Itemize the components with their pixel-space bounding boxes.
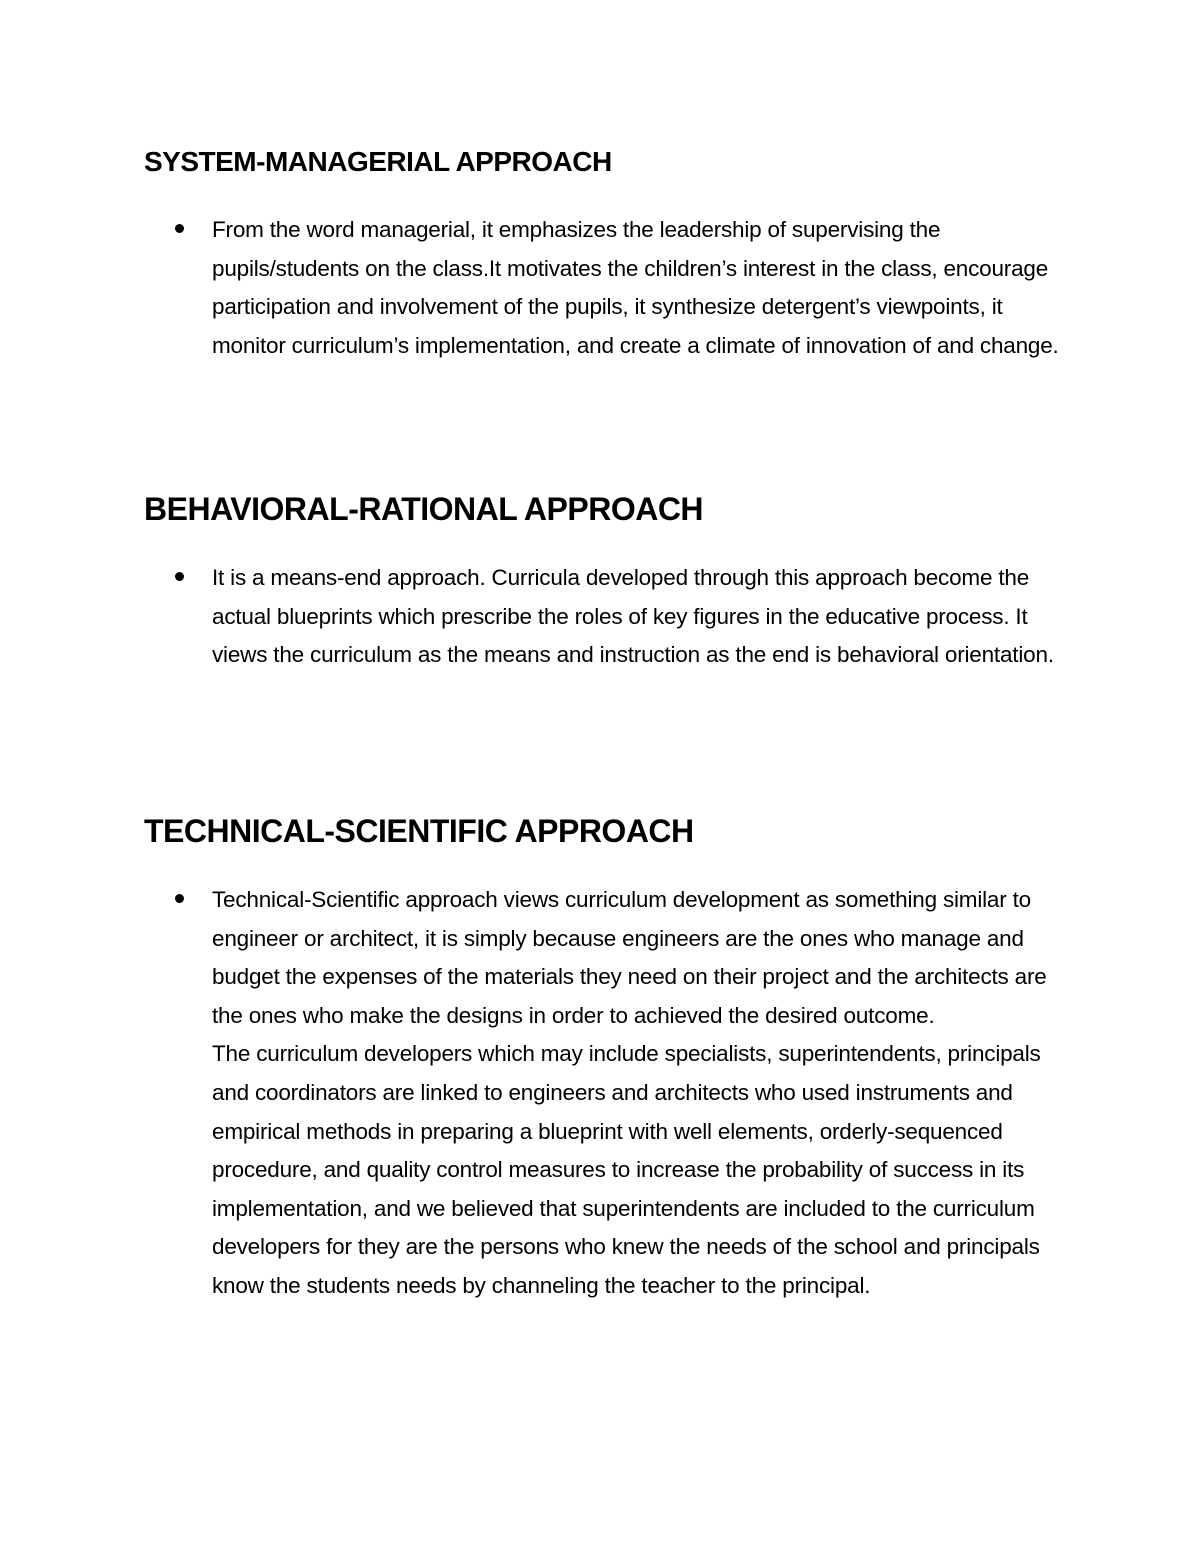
bullet-item [144, 211, 1074, 365]
bullet-text-continued: The curriculum developers which may include specialists, superintendents, principals and coordinators are linked to engineers and architects who used instruments and empirical methods in preparing a blueprint with well elements, orderly-sequenced procedure, and quality control measures to increase the probability of success in its implementation, and we believed that superintendents are included to the curriculum developers for they are the persons who knew the needs of the school and principals know the students needs by channeling the teacher to the principal. [212, 1041, 1041, 1298]
bullet-icon [175, 894, 184, 903]
section-system-managerial [144, 145, 1074, 365]
bullet-text: Technical-Scientific approach views curriculum development as something similar to engineer or architect, it is simply because engineers are the ones who manage and budget the expenses of the materials they need on their project and the architects are the ones who make the designs in order to achieved the desired outcome. [212, 887, 1047, 1028]
section-heading: TECHNICAL-SCIENTIFIC APPROACH [144, 813, 694, 849]
section-behavioral-rational [144, 490, 1074, 675]
bullet-text: From the word managerial, it emphasizes the leadership of supervising the pupils/students on the class.It motivates the children’s interest in the class, encourage participation and involvement of the pupils, it synthesize detergent’s viewpoints, it monitor curriculum’s implementation, and create a climate of innovation of and change. [212, 217, 1059, 358]
bullet-item [144, 881, 1074, 1306]
bullet-icon [175, 224, 184, 233]
bullet-item [144, 559, 1074, 675]
section-heading: SYSTEM-MANAGERIAL APPROACH [144, 146, 612, 177]
section-heading: BEHAVIORAL-RATIONAL APPROACH [144, 491, 704, 527]
bullet-text: It is a means-end approach. Curricula developed through this approach become the actual blueprints which prescribe the roles of key figures in the educative process. It views the curriculum as the means and instruction as the end is behavioral orientation. [212, 565, 1054, 668]
section-technical-scientific [144, 812, 1074, 1306]
bullet-icon [175, 572, 184, 581]
